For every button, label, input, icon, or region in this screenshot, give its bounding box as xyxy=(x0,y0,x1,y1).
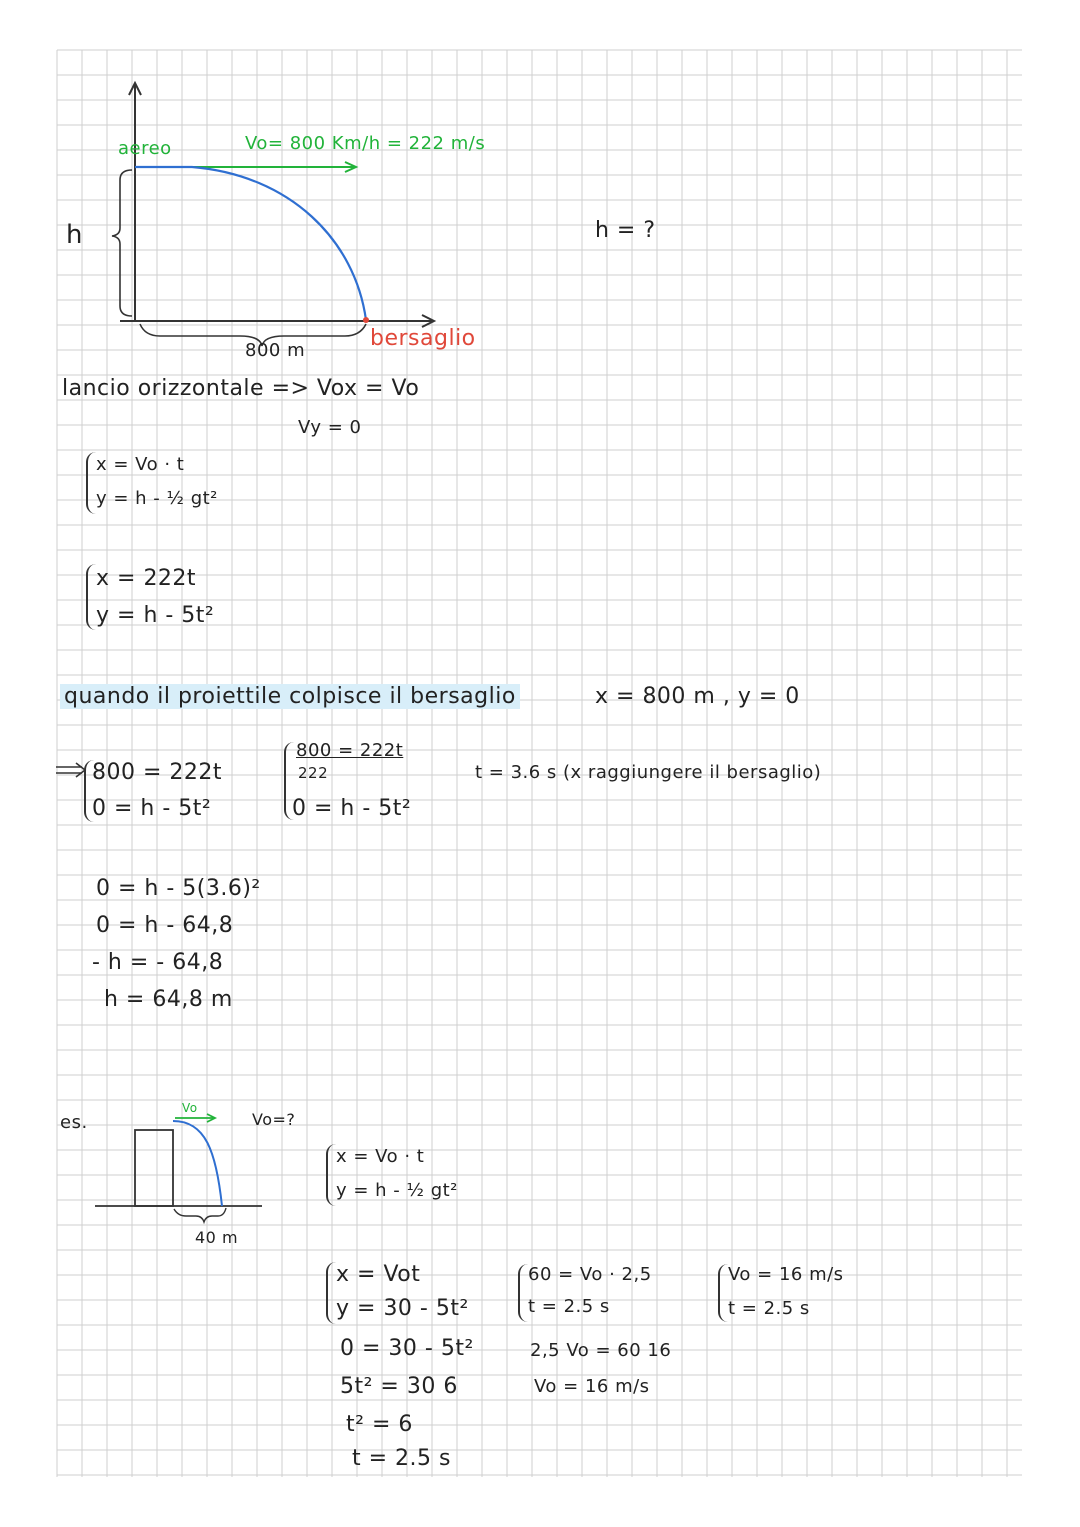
building xyxy=(135,1130,173,1206)
equation-line: 60 = Vo · 2,5 xyxy=(528,1264,652,1285)
equation-line: y = h - ½ gt² xyxy=(336,1180,458,1201)
solution-step: Vo = 16 m/s xyxy=(534,1376,650,1397)
initial-velocity-label: Vo= 800 Km/h = 222 m/s xyxy=(245,133,486,154)
fraction-numerator: 800 = 222t xyxy=(296,740,404,761)
solution-step: 0 = h - 5(3.6)² xyxy=(96,876,261,901)
equation-line: y = 30 - 5t² xyxy=(336,1296,469,1321)
distance-brace xyxy=(174,1208,226,1222)
solution-step: t² = 6 xyxy=(346,1412,413,1437)
distance-label: 800 m xyxy=(245,340,306,361)
unknown-height: h = ? xyxy=(595,218,656,243)
fraction-denominator: 222 xyxy=(298,764,329,782)
equation-line: x = Vo · t xyxy=(96,454,185,475)
system-brace xyxy=(718,1264,728,1322)
equation-line: x = 222t xyxy=(96,566,197,591)
hit-condition: x = 800 m , y = 0 xyxy=(595,684,800,709)
horizontal-launch-text: lancio orizzontale => Vox = Vo xyxy=(62,376,420,401)
solution-step: - h = - 64,8 xyxy=(92,950,224,975)
system-brace xyxy=(518,1264,528,1322)
trajectory-curve xyxy=(173,1121,222,1206)
solution-step: 2,5 Vo = 60 16 xyxy=(530,1340,672,1361)
example-v0-label: Vo xyxy=(182,1101,198,1115)
equation-line: x = Vot xyxy=(336,1262,421,1287)
solution-step: 0 = h - 64,8 xyxy=(96,913,234,938)
equation-line: 0 = h - 5t² xyxy=(292,796,412,821)
height-label: h xyxy=(66,220,83,250)
equation-line: y = h - ½ gt² xyxy=(96,488,218,509)
system-brace xyxy=(326,1144,336,1206)
solution-step: h = 64,8 m xyxy=(104,987,233,1012)
equation-line: 800 = 222t xyxy=(92,760,223,785)
highlighted-text: quando il proiettile colpisce il bersaglio xyxy=(60,684,520,709)
equation-line: y = h - 5t² xyxy=(96,603,215,628)
equation-line: x = Vo · t xyxy=(336,1146,425,1167)
vy-zero-text: Vy = 0 xyxy=(298,417,362,438)
target-label: bersaglio xyxy=(370,326,476,351)
equation-line: t = 2.5 s xyxy=(728,1298,810,1319)
system-brace xyxy=(326,1262,336,1324)
equation-line: 0 = h - 5t² xyxy=(92,796,212,821)
unknown-velocity: Vo=? xyxy=(252,1110,296,1129)
example-distance-label: 40 m xyxy=(195,1228,239,1247)
example-label: es. xyxy=(60,1112,88,1133)
solution-step: 0 = 30 - 5t² xyxy=(340,1336,474,1361)
plane-label: aereo xyxy=(118,138,172,159)
solution-step: 5t² = 30 6 xyxy=(340,1374,458,1399)
solution-step: t = 2.5 s xyxy=(352,1446,451,1471)
equation-line: Vo = 16 m/s xyxy=(728,1264,844,1285)
equation-line: t = 2.5 s xyxy=(528,1296,610,1317)
time-note: t = 3.6 s (x raggiungere il bersaglio) xyxy=(475,762,822,783)
